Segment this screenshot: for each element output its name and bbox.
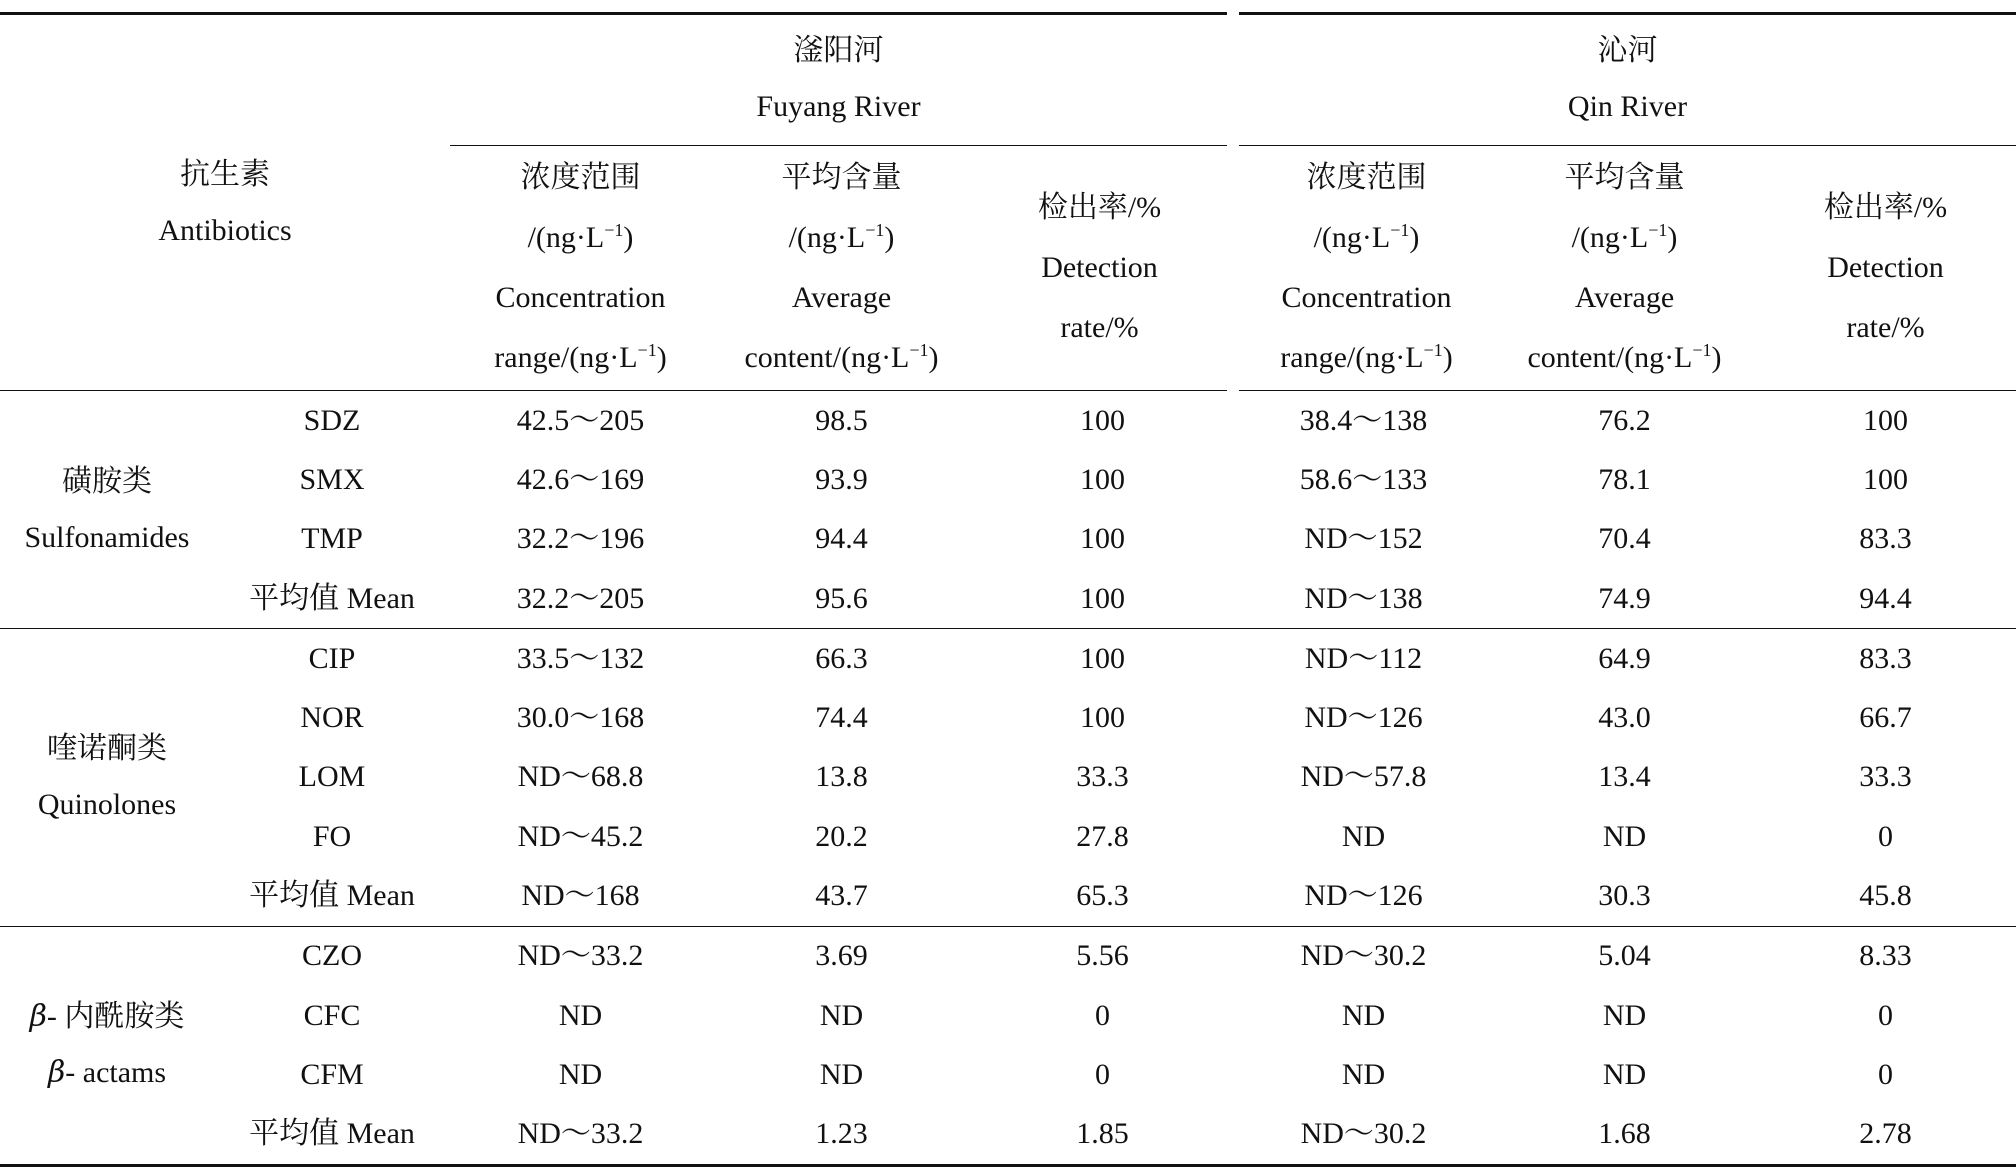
antibiotic-name-cell: 平均值 Mean [214,1105,450,1166]
value-cell: ND [1602,1057,1647,1091]
table-row [0,986,2016,1045]
antibiotic-name-cell: CFC [303,998,361,1032]
unit-close: ) [928,341,939,374]
unit-text: content/(ng·L [744,341,910,374]
avg-header-en: Average [1574,281,1675,314]
value-cell: 66.3 [815,641,868,675]
value-cell: ND～30.2 [1233,1105,1494,1166]
antibiotics-header [0,14,450,391]
antibiotic-name-cell: SDZ [303,403,361,437]
unit-close: ) [623,221,634,254]
antibiotic-name-cell: NOR [300,701,364,735]
unit-line [711,208,972,268]
unit-line [450,208,711,268]
unit-exponent: −1 [637,340,657,360]
value-cell: 20.2 [815,819,868,853]
unit-exponent: −1 [1423,340,1443,360]
antibiotics-header-zh: 抗生素 [180,157,270,191]
value-cell: 66.7 [1859,701,1912,735]
value-cell: ND～126 [1233,866,1494,926]
unit-exponent: −1 [909,340,929,360]
avg-header-zh: 平均含量 [781,161,902,194]
unit-text: /(ng·L [527,221,605,254]
value-cell: 94.4 [1755,569,2016,629]
antibiotic-name-cell: CFM [300,1057,364,1091]
value-cell: 13.4 [1598,760,1651,794]
value-cell: ND [1341,1057,1386,1091]
avg-header-zh: 平均含量 [1564,161,1685,194]
table-row [0,391,2016,451]
qin-average-header [1494,146,1755,391]
value-cell: 42.5～205 [516,403,645,437]
antibiotic-name-cell: CIP [308,641,356,675]
value-cell: 32.2～196 [516,522,645,556]
value-cell: ND [1341,998,1386,1032]
det-header-en2: rate/% [1846,311,1925,344]
antibiotic-name-cell: 平均值 Mean [214,569,450,629]
category-name-zh: β- 内酰胺类 [29,999,185,1035]
table-row [0,629,2016,689]
conc-header-zh: 浓度范围 [1306,161,1427,194]
unit-text: content/(ng·L [1527,341,1693,374]
category-cell [0,926,214,1165]
unit-exponent: −1 [1648,220,1668,240]
det-header-en: Detection [1041,251,1158,284]
value-cell: ND～168 [450,866,711,926]
value-cell: 95.6 [711,569,972,629]
value-cell: 1.68 [1494,1105,1755,1166]
antibiotic-name-cell: LOM [298,760,366,794]
value-cell: 0 [1095,998,1110,1032]
antibiotic-name-cell: CZO [302,939,362,973]
value-cell: ND [819,1057,864,1091]
category-cell [0,391,214,629]
antibiotic-name-cell: SMX [299,462,365,496]
category-name-zh: 喹诺酮类 [47,732,167,766]
category-name-en: β- actams [47,1055,167,1091]
category-name-zh: 磺胺类 [62,464,152,498]
value-cell: 70.4 [1598,522,1651,556]
value-cell: 93.9 [815,462,868,496]
antibiotic-name-cell: 平均值 Mean [214,866,450,926]
value-cell: ND～33.2 [450,1105,711,1166]
value-cell: 83.3 [1859,641,1912,675]
avg-header-en: Average [791,281,892,314]
group-0 [0,391,2016,629]
unit-close: ) [884,221,895,254]
unit-text: range/(ng·L [1280,341,1424,374]
value-cell: ND [558,1057,603,1091]
value-cell: ND～68.8 [517,760,644,794]
value-cell: ND [1602,819,1647,853]
value-cell: 100 [1080,522,1125,556]
table-row [0,748,2016,807]
value-cell: ND～138 [1233,569,1494,629]
river-name-en: Fuyang River [756,90,921,123]
unit-text: range/(ng·L [494,341,638,374]
value-cell: 100 [972,569,1233,629]
antibiotics-table-container [0,12,2016,1167]
antibiotics-table [0,12,2016,1167]
unit-close: ) [1442,341,1453,374]
value-cell: 5.04 [1598,939,1651,973]
value-cell: 100 [1080,701,1125,735]
value-cell: 100 [1080,462,1125,496]
group-2 [0,926,2016,1165]
value-cell: 43.7 [711,866,972,926]
value-cell: ND [1341,819,1386,853]
value-cell: 1.85 [972,1105,1233,1166]
value-cell: 100 [1080,403,1125,437]
table-row [0,1045,2016,1104]
value-cell: ND～57.8 [1300,760,1427,794]
river-header-qin [1233,14,2016,146]
beta-symbol: β [29,999,47,1035]
antibiotic-name-cell: FO [312,819,352,853]
value-cell: 2.78 [1755,1105,2016,1166]
value-cell: 58.6～133 [1299,462,1428,496]
category-name-en: Quinolones [37,788,177,822]
fuyang-detection-rate-header [972,146,1233,391]
table-header [0,14,2016,391]
value-cell: 0 [1878,998,1893,1032]
unit-line [711,328,972,388]
value-cell: 42.6～169 [516,462,645,496]
table-row [0,866,2016,926]
value-cell: 30.3 [1494,866,1755,926]
unit-close: ) [656,341,667,374]
unit-exponent: −1 [604,220,624,240]
unit-close: ) [1711,341,1722,374]
value-cell: 8.33 [1859,939,1912,973]
unit-exponent: −1 [1390,220,1410,240]
value-cell: 65.3 [972,866,1233,926]
conc-header-en: Concentration [1281,281,1452,314]
category-cell [0,629,214,926]
unit-line [1494,208,1755,268]
qin-detection-rate-header [1755,146,2016,391]
value-cell: ND [558,998,603,1032]
value-cell: 38.4～138 [1299,403,1428,437]
table-row [0,688,2016,747]
value-cell: ND～45.2 [517,819,644,853]
unit-line [1494,328,1755,388]
unit-text: /(ng·L [1313,221,1391,254]
unit-text: /(ng·L [1571,221,1649,254]
value-cell: 5.56 [1076,939,1129,973]
category-name-en: Sulfonamides [24,520,190,554]
value-cell: 33.3 [1859,760,1912,794]
unit-line [1239,328,1494,388]
value-cell: 43.0 [1598,701,1651,735]
river-name-en: Qin River [1567,90,1688,123]
river-name-zh: 沁河 [1597,34,1658,67]
conc-header-en: Concentration [495,281,666,314]
value-cell: ND～112 [1304,641,1423,675]
value-cell: 0 [1878,1057,1893,1091]
value-cell: ND [1602,998,1647,1032]
value-cell: 100 [1863,403,1908,437]
value-cell: 74.4 [815,701,868,735]
value-cell: 94.4 [815,522,868,556]
unit-exponent: −1 [1692,340,1712,360]
det-header-en2: rate/% [1060,311,1139,344]
value-cell: 13.8 [815,760,868,794]
group-1 [0,629,2016,926]
value-cell: 100 [1080,641,1125,675]
value-cell: 76.2 [1598,403,1651,437]
beta-symbol: β [47,1055,66,1091]
unit-close: ) [1409,221,1420,254]
value-cell: 3.69 [815,939,868,973]
value-cell: 33.3 [1076,760,1129,794]
value-cell: 64.9 [1598,641,1651,675]
table-row [0,450,2016,509]
river-header-fuyang [450,14,1233,146]
value-cell: 0 [1878,819,1893,853]
det-header-en: Detection [1827,251,1944,284]
table-row [0,510,2016,569]
unit-exponent: −1 [865,220,885,240]
value-cell: 78.1 [1598,462,1651,496]
unit-line [1239,208,1494,268]
value-cell: 33.5～132 [516,641,645,675]
value-cell: 0 [1095,1057,1110,1091]
value-cell: 74.9 [1494,569,1755,629]
table-row [0,569,2016,629]
value-cell: 98.5 [815,403,868,437]
value-cell: 1.23 [711,1105,972,1166]
fuyang-conc-range-header [450,146,711,391]
value-cell: 45.8 [1755,866,2016,926]
fuyang-average-header [711,146,972,391]
unit-text: /(ng·L [788,221,866,254]
unit-close: ) [1667,221,1678,254]
value-cell: 30.0～168 [516,701,645,735]
value-cell: ND [819,998,864,1032]
value-cell: 32.2～205 [450,569,711,629]
antibiotics-header-en: Antibiotics [158,213,292,247]
value-cell: 83.3 [1859,522,1912,556]
value-cell: ND～30.2 [1300,939,1427,973]
conc-header-zh: 浓度范围 [520,161,641,194]
det-header-zh: 检出率/% [1037,191,1162,224]
value-cell: ND～152 [1304,522,1423,556]
table-row [0,807,2016,866]
table-row [0,926,2016,986]
value-cell: 27.8 [1076,819,1129,853]
river-name-zh: 滏阳河 [793,34,884,67]
antibiotic-name-cell: TMP [301,522,363,556]
value-cell: ND～33.2 [517,939,644,973]
table-row [0,1105,2016,1166]
value-cell: 100 [1863,462,1908,496]
unit-line [450,328,711,388]
value-cell: ND～126 [1304,701,1423,735]
qin-conc-range-header [1233,146,1494,391]
det-header-zh: 检出率/% [1823,191,1948,224]
